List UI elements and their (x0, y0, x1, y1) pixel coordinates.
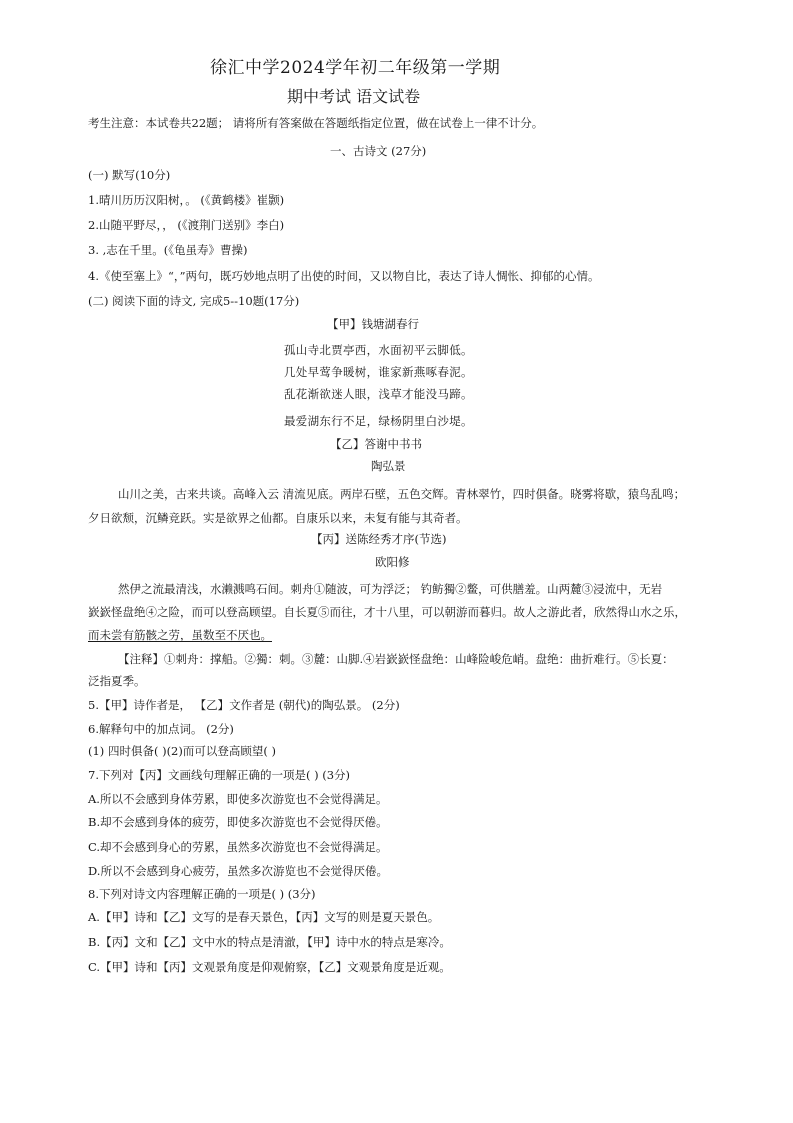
text-bing-para-line: 然伊之流最清浅，水濑溅鸣石间。刺舟①随波，可为浮泛； 钓鲂獨②鳖，可供膳羞。山两麓③浸流中，无岩 (118, 582, 663, 596)
text-bing-title: 【丙】送陈经秀才序(节选) (311, 532, 447, 546)
part1-title: (一) 默写(10分) (88, 168, 171, 182)
question-8-option: A.【甲】诗和【乙】文写的是春天景色，【丙】文写的则是夏天景色。 (88, 910, 440, 924)
question-6-items: (1) 四时俱备( )(2)而可以登高顾望( ) (88, 744, 276, 758)
question-7: 7.下列对【丙】文画线句理解正确的一项是( ) (3分) (88, 768, 351, 782)
question-7-option: C.却不会感到身心的劳累，虽然多次游览也不会觉得满足。 (88, 840, 388, 854)
question-8: 8.下列对诗文内容理解正确的一项是( ) (3分) (88, 887, 316, 901)
question-3: 3. ,志在千里。(《龟虽寿》曹操) (88, 243, 248, 257)
poem-line: 最爱湖东行不足，绿杨阴里白沙堤。 (284, 414, 473, 428)
poem-line: 孤山寺北贾亭西，水面初平云脚低。 (284, 343, 473, 357)
question-8-option: C.【甲】诗和【丙】文观景角度是仰观俯察，【乙】文观景角度是近观。 (88, 960, 451, 974)
poem-line: 几处早莺争暖树，谁家新燕啄春泥。 (284, 365, 473, 379)
question-4: 4.《使至塞上》“，”两句，既巧妙地点明了出使的时间，又以物自比，表达了诗人惆怅、抑郁的心情。 (88, 269, 600, 283)
poem-line: 乱花渐欲迷人眼，浅草才能没马蹄。 (284, 387, 473, 401)
poem-jia-title: 【甲】钱塘湖春行 (327, 317, 419, 331)
school-title: 徐汇中学2024学年初二年级第一学期 (210, 58, 501, 78)
text-bing-author: 欧阳修 (375, 555, 410, 569)
annotation-line: 泛指夏季。 (88, 674, 146, 688)
question-1: 1.晴川历历汉阳树，。 (《黄鹤楼》崔颢) (88, 193, 285, 207)
exam-title: 期中考试 语文试卷 (287, 87, 421, 106)
text-yi-para-line: 夕日欲颓，沉鳞竞跃。实是欲界之仙都。自康乐以来，未复有能与其奇者。 (88, 511, 468, 525)
question-2: 2.山随平野尽，， (《渡荆门送别》李白) (88, 218, 285, 232)
section-title: 一、古诗文 (27分) (330, 144, 427, 158)
underlined-sentence: 而未尝有筋骸之劳，虽数至不厌也。 (88, 628, 272, 642)
question-8-option: B.【丙】文和【乙】文中水的特点是清澈，【甲】诗中水的特点是寒冷。 (88, 935, 451, 949)
question-7-option: D.所以不会感到身心疲劳，虽然多次游览也不会觉得厌倦。 (88, 864, 388, 878)
text-yi-title: 【乙】答谢中书书 (330, 437, 422, 451)
question-7-option: A.所以不会感到身体劳累，即使多次游览也不会觉得满足。 (88, 792, 388, 806)
part2-title: (二) 阅读下面的诗文, 完成5--10题(17分) (88, 294, 300, 308)
question-6: 6.解释句中的加点词。 (2分) (88, 722, 234, 736)
question-7-option: B.却不会感到身体的疲劳，即使多次游览也不会觉得厌倦。 (88, 815, 388, 829)
exam-notice: 考生注意：本试卷共22题； 请将所有答案做在答题纸指定位置，做在试卷上一律不计分。 (88, 116, 544, 130)
text-bing-para-line: 嶔嶔怪盘绝④之险，而可以登高顾望。自长夏⑤而往，才十八里，可以朝游而暮归。故人之游此者，欣然得山水之乐， (88, 605, 686, 619)
text-yi-author: 陶弘景 (371, 459, 406, 473)
annotation-line: 【注释】①刺舟：撑船。②獨：刺。③麓：山脚.④岩嶔嶔怪盘绝：山峰险峻危峭。盘绝：曲折难行。⑤长夏： (118, 652, 674, 666)
text-yi-para-line: 山川之美，古来共谈。高峰入云 清流见底。两岸石壁，五色交辉。青林翠竹，四时俱备。晓雾将歇，猿鸟乱鸣； (118, 487, 686, 501)
question-5: 5.【甲】诗作者是， 【乙】文作者是 (朝代)的陶弘景。 (2分) (88, 698, 400, 712)
